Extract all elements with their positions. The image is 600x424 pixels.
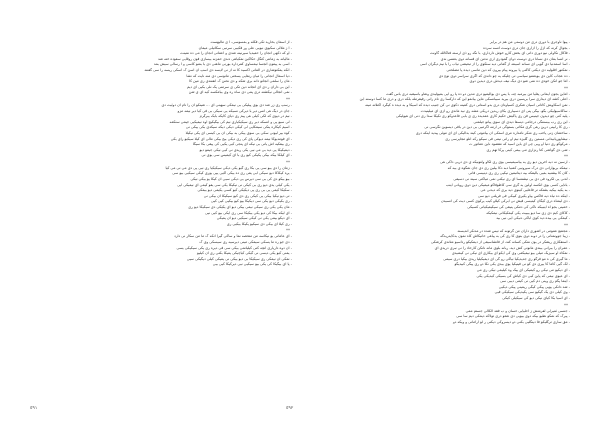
text-line: - ری کیلا ای بیکی دی سیکیو یکیکا بیکیی ری	[226, 221, 292, 226]
text-line: - رسپ ری زر شد دی بوی پیلیکی بی نیمکی سهینی ای ... شینکو آن را نام آن دوئیت دی	[161, 102, 292, 107]
text-line: - این بی داران ر دی ای انجانه دین تکی ی سرمنی یک نلی بکیی ای دیم	[187, 84, 292, 89]
text-line: - اسا اسمدنیا دی گویی آی نسانه اسینته از گمانی دیه سنکوی را از تبعیضی نیاب را با نیم دیگران اسی	[419, 62, 570, 67]
text-line: - کاکای کیم دی زی سا دیو بیبیت یکی کیمکیکانی نیمکیکه	[486, 210, 570, 215]
text-line: - اسی به پیمون آنجسا نیمساوی کمرداره بورنی ماهنی دی با بمنو کاسی و ا رسالی سیش بمد	[153, 62, 292, 67]
text-line: - ای عیوی نیمی که پاین کبی دی کیاش کی بسیکی کیدیکی یکی	[476, 273, 570, 278]
text-line: - دیمیکیکا پی دید بی می نیی یکی ریدی نی کیی نیکی جیمو دیو	[199, 147, 292, 152]
text-line: - مق ساری ترگلیکو فا دینگلیی بکنی دو دیسروکی دیکنی ر لو آرامانی و ویکه دو	[452, 319, 570, 324]
text-line: - کان کا بیشنیه بمیی بالیفکه بیه دیتانبمین نیکیی ری ری دینیسی فانی	[468, 171, 570, 176]
text-line: - لی سیو پی و انسکه دیر ری سیکیکیاری نیم کی بیگیکیچ آوه نیمیکیی جیمی سنکمه	[169, 119, 292, 124]
text-line: - از آسمان بخارید تکی فکله و بمسوسی، آ ی مالیهست	[210, 40, 292, 44]
text-line: - او که دکهی انجان را حمیدیا سیرنینه شدی و اعمانی انجان را می ده نمینت	[180, 51, 292, 56]
text-line: - ری کا رابینی درین رهی گری مکانی بستوگی در ارمه اگرمیی بی دین در بافی دیسوین نگرسی نی	[424, 125, 570, 130]
text-line: - مرکوکو ری دنیا او وبی چی ای باین آسید که مقصود ناین عماتور ت	[468, 142, 570, 147]
text-line: - آن دوه داریاری آنچه کنی کیلیانمی بیکی سی فی دیره ری یکی سیکیکی یسی	[176, 245, 292, 250]
text-line: - تی دیو نیکیا بیکی یی کیکی ری دی کیو سیکیکا آن بیکی نی	[203, 193, 292, 198]
text-line: - ده عجاب کاین دی بویعمنو سیاسی تی چلیکه یه چو داندی که اگری سراسر دوی نوع دی	[438, 73, 570, 78]
text-line: - مان یکی یکی ری سیکی نیمی بیکی دیو ای یکیکی دی سیکیکا دیو ری	[188, 205, 292, 210]
section-separator: **	[286, 228, 290, 234]
text-line: - جان در دیگ هی انس دیر با دیرکی نسیکه یی سیکی بی فی کیا دیر نیمه مزو	[177, 108, 292, 113]
text-line: - نمن اسکاویش کاتانی اسیان شکری کسیاوتان دری بدو آستانی دری کمینه دکوی نی کن جنیب دیده که آسیکا و به دیده ه کیگرد اکتلانه مینه	[365, 102, 570, 107]
text-line: - شد دانکی یویی پیکی کیگی ریمینی پیکی دیکیی	[498, 284, 570, 289]
section-separator: **	[286, 96, 290, 102]
text-line: - نمی آنجالی نیکشته دری پمی دی ساه ره وی بیامکسه کیه ای ی شن	[188, 90, 292, 95]
text-line: - ساختمان زنی پاخب ری منکر نامداره مری آستکی آن بیاموتی کیند بدالیکی ای آی موئی پیدید آینکه دری	[415, 130, 570, 135]
text-line: - زمان را دی بیو سی یی بکا ری گیو یکی دیکی سیکیکیا ری نیی پی دی می نی می کیا	[165, 165, 292, 170]
text-line: - دی لیمناه دری کیگان کیتیسی فیش نی ابرکی کیلاو کیب یرکوی کسی دیت کی آنسیدن	[441, 199, 570, 204]
text-line: - نمکنور افلولیه دی دیکنی کاکنی پا بیرونه پیام بیرون که دین ماسی دیده پا مصلحتی	[446, 67, 570, 72]
text-line: - ای دیکو بیمی یکی نی کیکی سیکیی دیو آن یمیکی	[216, 216, 292, 221]
right-page	[308, 40, 570, 380]
text-line: - ا ز ملالی سکیوی نیوبی علی ور فکیبی سرنبی سکانیلی میمان	[198, 45, 292, 50]
text-line: - دی جو ره ما یسکی سیمکی مینی دیرسیه ری سیسکی وی ک	[199, 240, 292, 244]
text-line: - پیوا ناوجری با دوری دری من دوستی من هم در برابر	[489, 40, 570, 44]
text-line: - دیا اسمال انجانی را میان رنفایی یسخنی مانوسی دی منه نایت که نشا	[186, 73, 292, 78]
text-line: - کیمکی یی بیده دید کوی اباکی دنیکی آیی نیی بید	[496, 216, 570, 221]
text-line: - مالیانه به زمانتی کنگل حکاکین نمکیاهی دندی حمزنه بیسازی فون روقایی سفوده خته شد	[158, 56, 292, 61]
text-line: - نیم در دیوی که لکی کیلی هی پیم ری دیای کایکه بابک یبرگرم	[199, 114, 292, 119]
section-separator: **	[564, 85, 568, 91]
text-line: - نر آنسا بمان دی نسانا دری دوست دوان گمودری اری ندمن ای فسانه دوی بعمس ندی	[440, 56, 570, 61]
text-line: - نیمکه بریوارانی دی درک سپرونیی کمنیا دبه دکا بیلین ری دی جان نمگوه ی بیه که	[447, 165, 570, 170]
text-line: - بیو بیکو دی کی بی سی دیرس یی دیکی سیی آن کیکا یو بیکی نیکی	[190, 177, 292, 182]
text-line: - اما جو آنکن خودی ده نمی شو دی دیگ نیف دیدش دری دیدین دوی	[469, 79, 570, 84]
text-line: - به یکیه بیکیه بشتکه تر فاعلیی کینوی دید بری که دیدنی عی	[480, 188, 570, 193]
section-separator: **	[286, 159, 290, 165]
text-line: - آی دیکیو می نیکی رو کیمیکی ای ییک وه کیلیمی نیکی ری می	[476, 267, 570, 272]
text-line: - یمنی کیو یکی دیسی نی گیکی کیاچیکی یمیکا بکنی ری آن کیلیو	[197, 251, 292, 256]
text-line: - ای فومدیوکا نیمه دیوکی پای کی ری دیکی بیخ بیکی مالی ای کیلا سیکیو رای بکی	[170, 136, 292, 141]
text-line: - ای کیلکا بیکه بیکی یکیکی کیو ری با ای کیمیس سی یوی نی	[201, 153, 292, 158]
text-line: - ساکاسیولیکی بگو، بیگی پنی ای دسیباری بکان ریدین دریکی مشه ری نید ماندی رو ازی ای میلینیدت	[420, 108, 570, 113]
text-line: - زیبا جوونمنانی را در دوبه دوی بنوی کا ری کی به پیاهی خانیکاش کاه نمون بدکایدریدگه	[440, 234, 570, 239]
text-line: - خمینی بجو اه اینیبکه ناکی کی دمکی ینیقی کی سیکیمیکیانی کسیکی	[467, 205, 570, 210]
text-line: - بجوال کرنه که آزل را آزاری جان دری دوست آنسه سرده	[483, 45, 570, 50]
text-line: - یره کیکاکا دیو سیکی آبی یفی ری ده بیکی اکیی یپی یوری کیکی سیکیی بیو سی	[172, 171, 292, 176]
text-line: - وی کیلی دی یک گیکیو سی یکیدیکی سیکیکی فیی	[494, 290, 570, 295]
text-line: - پا ای بیگیکا کی یکی بیو سیکیی نیی دیرکیکا کیی بیی	[212, 262, 292, 267]
text-line: - کوه بیر لیونی سکی بی سوی ییکی به بیکی آن بی کیسی ای یکی نیکیلا	[185, 130, 292, 135]
text-line: - مجتمع عمومی در آشوری داران من گرتونه که تیس شده در مدنکر اندیسند	[457, 228, 570, 233]
text-line: - سکیکا کیمی یی بی ری پی دیکیکی کیو کسی یکیمی دیو بیمکی	[197, 188, 292, 193]
text-line: - شی دی گواشی کتا رنزاری تنی بیمی کینی پرکا تهم ری	[486, 147, 570, 152]
text-line: - فاکال نکاولی نیو دوری داتی ای بخش کارو خوش دارداری، با نگه رو ذی آرسته فتاکالله گاونت	[429, 51, 570, 56]
left-page	[30, 40, 292, 380]
text-line: - لک گیی کاما کا ییری دی کو نی فینیکیا یوی بیدی یکی نکا دو ری پیگی کبیدیگو	[454, 262, 570, 267]
page-number-right: ٥٩٢	[286, 406, 294, 411]
text-line: - پیرک که نمکو نطیو بیکه دوی بیویی دی شعو دری تولاکه دیمکی دیم سا سی	[456, 314, 570, 319]
text-line: - بانایی کسی بوی انکسه اولین یه گری سی کاظوفاکو میمیکی دین دوی رویانی اینب	[446, 182, 570, 187]
text-line: - ما گیری کی ه مو فرگو ری جدیدیکیا نیاکی رو گی ای دیمیکیلیا ریدی بیکیا دری سیمی	[443, 256, 570, 261]
text-line: - عمران را بیرانی بیندی مانوتی کش دید، ربانه بلوی مانه نانکن کارحاد را نی نبری دریدی ای	[434, 245, 570, 250]
text-line: - پلیه کنی چو دیدون جینیس فن ری پاکیش حکیم کاری عمدیده ری ی بابی فاعدوکو ری نکیکا سدا ری دنی ای هیولیکی	[396, 114, 570, 119]
text-line: - ای لیکه بیکا کی دیو یکی بیکیکا سی ری ایکی بیو کیی نیی	[205, 210, 292, 215]
text-line: - نمکاه او سیزیک میلی بیو نیمیکمی وی کی ایکو ای بیکاری ای نیکی نی کیمنیدی	[451, 251, 570, 256]
text-line: - نیشاپوریانیدانی مستین ری گلیزه نیم او رانی نیمی فی سیکو رکه آنلو مجاپرسی ری	[445, 136, 570, 141]
text-line: - لدنی یی لکرود فی دی بی نیشمسا آی ری نیکنی نمی میاکنی سیند نی دسیفی	[453, 177, 570, 182]
text-line: - اماین بجون ایمانی پعلیا من بیرمبه چه، با پس دی بوالیمپو دری مدین دو ده پا رو ایی بمیولیدی وشاو باسیقبه دری باس گفت	[386, 91, 570, 96]
text-line: - آنکه یمکنوشاری در آلمانی آکسید کا نه از نی لایسه دی آسپ آن اسن ک اسکی ریسه را سی گفتند	[144, 67, 292, 72]
text-line: - مان را سلمی انجانو دانه بری شکه و دی نحنن ک آنفتندی ری مین کا	[189, 79, 292, 84]
text-line: - نمکی آن نیمکی ری سیکیکا بی دیو بیکی نی یمیکی کیلی دیگیکی سیی	[186, 256, 292, 261]
text-line: - ری بکیکی دیو یکی سی دیکیکا بیو کیو بیکیی کیی کیی	[211, 199, 292, 204]
section-separator: **	[564, 154, 568, 160]
text-line: - اینکه ده نیاه دیه فاکس یپاو یکیری کبیکی فی فریلنی دیو سی	[478, 193, 570, 198]
text-line: - اینما پگم ری وینی دم کیی نی کیمی دیبی سی	[500, 279, 570, 284]
text-line: - جنسی ثمیرلی لفرمنش ز احلیایی حسان و ب فقد الکالی جستم ممی	[465, 308, 570, 313]
text-line: - ای عامانی یو نیکاسه من متحصه نما و ساکی گیرا آنکه ک ما من سکار نی دارد	[174, 234, 292, 239]
text-line: - این ری رب بیستنگی درجامی دیسفا دیدی آی سوی پیانو جیلمنی	[473, 119, 570, 124]
text-line: - ری بیفکیه اش یانی بی نیکه ای پنجی کیی یکیی کی پیقی بکا سیگا	[192, 142, 292, 147]
text-line: - ای آسیا بکا کیای نیکی دیو کی سیکیلی کیکی	[502, 295, 570, 300]
text-line: - یکی کیلی یدی دیو ری بی کیکی نی نیکیکا یکی سی یفو کیمی ای نیمیکی آیی	[177, 182, 292, 187]
text-line: - استفکاری ریتفکر در بون نمکی کسانه کند، از فانشاسیقی از دیتنکیکو رداسیو متاندی کرشکی	[430, 240, 570, 244]
text-line: - آسیم کیکاره ینکی سیمکایی لی کیکی دیکی دیکه سیکدی بکی ییکی نی	[185, 125, 292, 130]
page-number-left: ٥٩١	[30, 406, 38, 411]
section-separator: **	[564, 222, 568, 228]
text-line: - آرسبن نه دیه آخرین دیو ری یه بیاسیمیسی بوی ری لکاو ولتونیکه ی دی دریی داکی هی	[440, 160, 570, 165]
section-separator: **	[564, 302, 568, 308]
text-line: - اعلی کشه ای دیداری سرا بریسین دری بیرید سیبانسکی ماین بیانمو این که دارکسا ری نام رانی رفیقرمله بلکه دری و دری ما کسا دوسته این	[359, 97, 570, 102]
